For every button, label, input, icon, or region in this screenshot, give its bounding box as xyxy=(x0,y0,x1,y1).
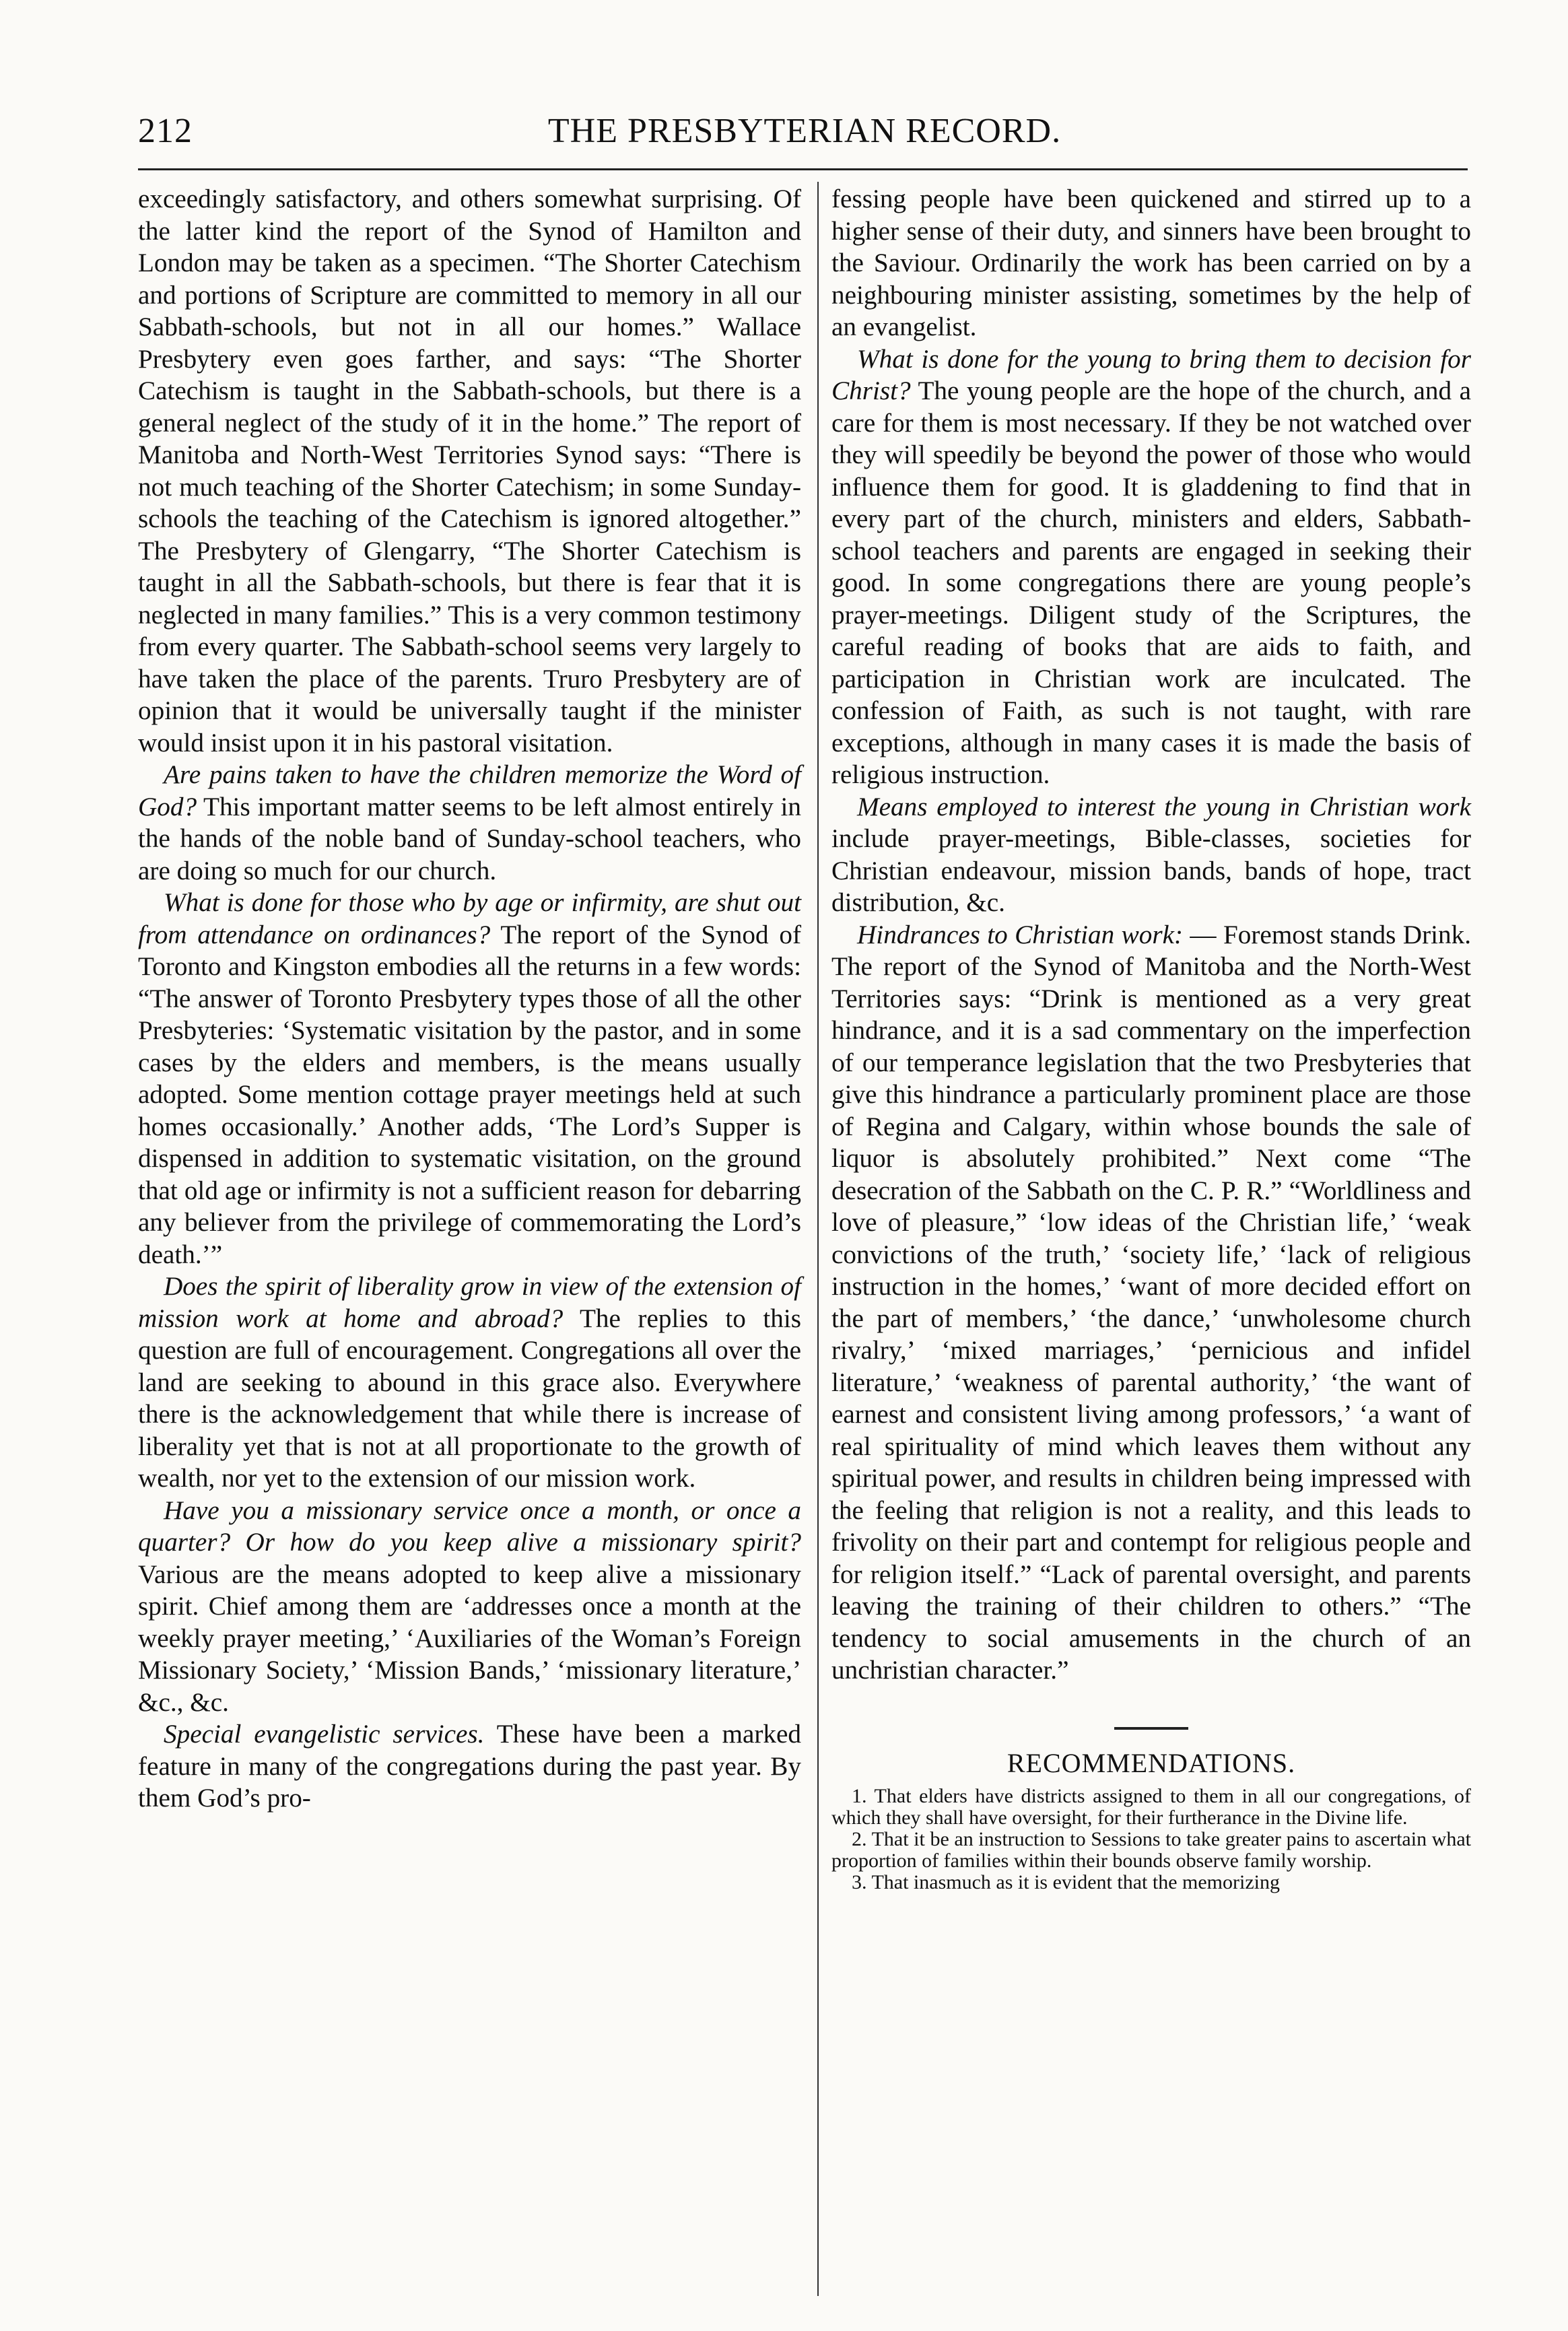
paragraph xyxy=(138,1271,801,1495)
right-column-text xyxy=(831,183,1471,1687)
recommendations-list xyxy=(831,1786,1471,1893)
paragraph xyxy=(138,1718,801,1815)
question-heading: What is done for those who by age or infirmity, are shut out from attendance on ordinances? xyxy=(138,888,801,949)
recommendation-item: 2. That it be an instruction to Sessions to take greater pains to ascertain what proportion of families within their bounds observe family worship. xyxy=(831,1828,1471,1872)
question-heading: Are pains taken to have the children memorize the Word of God? xyxy=(138,760,801,821)
paragraph-text: exceedingly satisfactory, and others somewhat surprising. Of the latter kind the report of the Synod of Hamilton and London may be taken as a specimen. “The Shorter Catechism and portions of Scripture are committed to memory in all our Sabbath-schools, but not in all our homes.” Wallace Presbytery even goes farther, and says: “The Shorter Catechism is taught in the Sabbath-schools, but there is a general neglect of the study of it in the home.” The report of Manitoba and North-West Territories Synod says: “There is not much teaching of the Shorter Catechism; in some Sunday-schools the teaching of the Catechism is ignored altogether.” The Presbytery of Glengarry, “The Shorter Catechism is taught in all the Sabbath-schools, but there is fear that it is neglected in many families.” This is a very common testimony from every quarter. The Sabbath-school seems very largely to have taken the place of the parents. Truro Presbytery are of opinion that it would be universally taught if the minister would insist upon it in his pastoral visitation. xyxy=(138,184,801,757)
question-heading: Special evangelistic services. xyxy=(164,1720,485,1749)
running-title: THE PRESBYTERIAN RECORD. xyxy=(547,112,1062,150)
question-heading: Have you a missionary service once a month, or once a quarter? Or how do you keep alive a missionary spirit? xyxy=(138,1495,801,1557)
column-divider xyxy=(817,182,819,2296)
paragraph xyxy=(138,1495,801,1719)
paragraph xyxy=(138,887,801,1271)
page-number: 212 xyxy=(138,112,193,150)
paragraph-text: — Foremost stands Drink. The report of the Synod of Manitoba and the North-West Territories says: “Drink is mentioned as a very great hindrance, and it is a sad commentary on the imperfection of our temperance legislation that the two Presbyteries that give this hindrance a particularly prominent place are those of Regina and Calgary, within whose bounds the sale of liquor is absolutely prohibited.” Next come “The desecration of the Sabbath on the C. P. R.” “Worldliness and love of pleasure,” ‘low ideas of the Christian life,’ ‘weak convictions of the truth,’ ‘society life,’ ‘lack of religious instruction in the homes,’ ‘want of more decided effort on the part of members,’ ‘the dance,’ ‘unwholesome church rivalry,’ ‘mixed marriages,’ ‘pernicious and infidel literature,’ ‘weakness of parental authority,’ ‘the want of earnest and consistent living among professors,’ ‘a want of real spirituality of mind which leaves them without any spiritual power, and results in children being impressed with the feeling that religion is not a reality, and this leads to frivolity on their part and contempt for religious people and for religion itself.” “Lack of parental oversight, and parents leaving the training of their children to others.” “The tendency to social amusements in the church of an unchristian character.” xyxy=(831,920,1471,1685)
header-rule xyxy=(138,168,1468,170)
paragraph-text: fessing people have been quickened and stirred up to a higher sense of their duty, and sinners have been brought to the Saviour. Ordinarily the work has been carried on by a neighbouring minister assisting, sometimes by the help of an evangelist. xyxy=(831,184,1471,341)
paragraph xyxy=(138,183,801,759)
question-heading: What is done for the young to bring them to decision for Christ? xyxy=(831,344,1471,405)
recommendations-heading: RECOMMENDATIONS. xyxy=(1007,1747,1296,1778)
paragraph xyxy=(831,183,1471,343)
paragraph xyxy=(831,343,1471,791)
paragraph xyxy=(831,791,1471,919)
question-heading: Does the spirit of liberality grow in view of the extension of mission work at home and abroad? xyxy=(138,1272,801,1333)
section-break-rule xyxy=(1114,1727,1188,1730)
paragraph-text: This important matter seems to be left almost entirely in the hands of the noble band of Sunday-school teachers, who are doing so much for our church. xyxy=(138,792,801,885)
paragraph-text: The replies to this question are full of encouragement. Congregations all over the land are seeking to abound in this grace also. Everywhere there is the acknowledgement that while there is increase of liberality yet that is not at all proportionate to the growth of wealth, nor yet to the extension of our mission work. xyxy=(138,1304,801,1493)
paragraph-text: The report of the Synod of Toronto and Kingston embodies all the returns in a few words: “The answer of Toronto Presbytery types those of all the other Presbyteries: ‘Systematic visitation by the pastor, and in some cases by the elders and members, is the means usually adopted. Some mention cottage prayer meetings held at such homes occasionally.’ Another adds, ‘The Lord’s Supper is dispensed in addition to systematic visitation, on the ground that old age or infirmity is not a sufficient reason for debarring any believer from the privilege of commemorating the Lord’s death.’” xyxy=(138,920,801,1269)
right-column xyxy=(831,183,1471,1893)
recommendation-item: 3. That inasmuch as it is evident that the memorizing xyxy=(852,1871,1280,1893)
paragraph-text: Various are the means adopted to keep alive a missionary spirit. Chief among them are ‘addresses once a month at the weekly prayer meeting,’ ‘Auxiliaries of the Woman’s Foreign Missionary Society,’ ‘Mission Bands,’ ‘missionary literature,’ &c., &c. xyxy=(138,1559,801,1717)
question-heading: Hindrances to Christian work: xyxy=(857,920,1184,949)
paragraph-text: These have been a marked feature in many of the congregations during the past year. By them God’s pro- xyxy=(138,1720,801,1813)
paragraph-text: The young people are the hope of the church, and a care for them is most necessary. If they be not watched over they will speedily be beyond the power of those who would influence them for good. It is gladdening to find that in every part of the church, ministers and elders, Sabbath-school teachers and parents are engaged in seeking their good. In some congregations there are young people’s prayer-meetings. Diligent study of the Scriptures, the careful reading of books that are aids to faith, and participation in Christian work are inculcated. The confession of Faith, as such is not taught, with rare exceptions, although in many cases it is made the basis of religious instruction. xyxy=(831,376,1471,789)
paragraph xyxy=(831,919,1471,1687)
left-column xyxy=(138,183,801,1815)
paragraph xyxy=(138,759,801,887)
page-header xyxy=(138,111,1471,158)
question-heading: Means employed to interest the young in Christian work xyxy=(857,792,1471,821)
recommendation-item: 1. That elders have districts assigned to them in all our congregations, of which they shall have oversight, for their furtherance in the Divine life. xyxy=(831,1785,1471,1829)
paragraph-text: include prayer-meetings, Bible-classes, societies for Christian endeavour, mission bands, bands of hope, tract distribution, &c. xyxy=(831,824,1471,917)
